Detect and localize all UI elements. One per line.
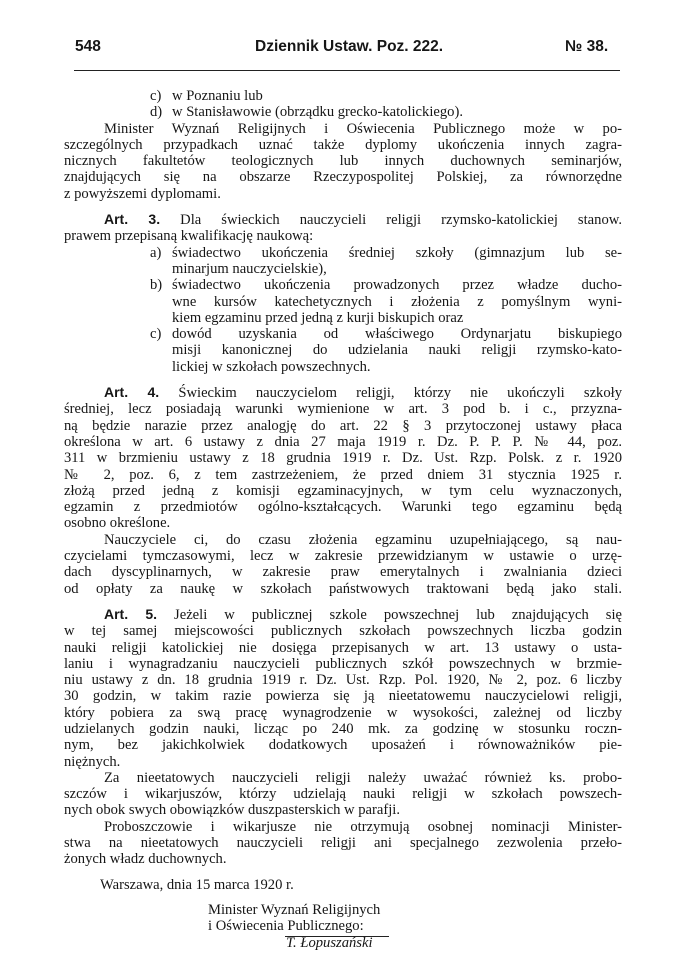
footer-rule bbox=[285, 936, 389, 937]
article-label: Art. 3. bbox=[104, 211, 161, 228]
list-item: b) świadectwo ukończenia prowadzonych przez władze ducho- bbox=[150, 277, 622, 294]
list-item: c) w Poznaniu lub bbox=[150, 88, 263, 104]
article-label: Art. 4. bbox=[104, 384, 160, 401]
signature-block bbox=[64, 877, 622, 951]
signatory-name: T. Łopuszański bbox=[286, 934, 373, 951]
signatory-title: i Oświecenia Publicznego: bbox=[208, 918, 364, 935]
page-number: 548 bbox=[75, 38, 101, 55]
list-item: d) w Stanisławowie (obrządku grecko-katolickiego). bbox=[150, 104, 463, 121]
page-header bbox=[0, 38, 681, 62]
article-5: Art. 5. Jeżeli w publicznej szkole powszechnej lub znajdujących się w tej samej miejscowości publicznych szkołach powszechnych liczba godzin nauki religji katolickiej nie dosięga przepisanych w art. 13 ustawy o usta- laniu i wynagradzaniu nauczycieli publicznych szkół powszechnych w brzmie- niu ustawy z dn. 18 grudnia 1919 r. Dz. Ust. Rzp. Pol. 1920, № 2, poz. 6 liczby 30 godzin, w takim razie powierza się ją nieetatowemu nauczycielowi religji, który pobiera za swą pracę wynagrodzenie w wysokości, zależnej od liczby udzielanych godzin nauki, licząc po 240 mk. za godzinę w stosunku roczn- nym, bez jakichkolwiek dodatkowych uposażeń i równoważników pie- niężnych. Za nieetatowych nauczycieli religji należy uważać również ks. probo- szczów i wikarjuszów, którzy udzielają nauki religji w szkołach powszech- nych obok swych obowiązków duszpasterskich w parafji. Proboszczowie i wikarjusze nie otrzymują osobnej nominacji Minister- stwa na nieetatowych nauczycieli religji ani specjalnego zezwolenia przeło- żonych władz duchownych. bbox=[64, 605, 623, 868]
document-body bbox=[64, 88, 622, 951]
qualification-list: a) świadectwo ukończenia średniej szkoły (gimnazjum lub se- minarjum nauczycielskie), b) świadectwo ukończenia prowadzonych przez władze ducho- wne kursów katechetycznych i złożenia z pomyślnym wyni- kiem egzaminu przed jedną z kurji biskupich oraz c) dowód uzyskania od właściwego Ordynarjatu biskupiego misji kanonicznej do udzielania nauki religji rzymsko-kato- lickiej w szkołach powszechnych. bbox=[64, 245, 622, 375]
issue-number: № 38. bbox=[565, 38, 609, 55]
article-label: Art. 5. bbox=[104, 605, 158, 622]
list-item: a) świadectwo ukończenia średniej szkoły (gimnazjum lub se- bbox=[150, 244, 622, 261]
signatory-title: Minister Wyznań Religijnych bbox=[208, 901, 381, 918]
header-rule bbox=[74, 70, 620, 71]
article-4: Art. 4. Świeckim nauczycielom religji, którzy nie ukończyli szkoły średniej, lecz posiadają warunki wymienione w art. 3 pod b. i c., przyzna- ną będzie narazie przez analogję do art. 22 § 3 przytoczonej ustawy płaca określona w art. 6 ustawy z dnia 27 maja 1919 r. Dz. P. P. P. № 44, poz. 311 w brzmieniu ustawy z 18 grudnia 1919 r. Dz. Ust. Rzp. Polsk. z r. 1920 № 2, poz. 6, z tem zastrzeżeniem, że przed dniem 31 stycznia 1925 r. złożą przed jedną z komisji egzaminacyjnych, w tym celu wyznaczonych, egzamin z przedmiotów ogólno-kształcących. Warunki tego egzaminu będą osobno określone. Nauczyciele ci, do czasu złożenia egzaminu uzupełniającego, są nau- czycielami tymczasowymi, lecz w zakresie przewidzianym w ustawie o urzę- dach dyscyplinarnych, w zakresie praw emerytalnych i zwalniania dzieci od opłaty za naukę w szkołach państwowych traktowani będą jako stali. bbox=[64, 384, 622, 597]
journal-title: Dziennik Ustaw. Poz. 222. bbox=[255, 38, 444, 55]
list-item: c) dowód uzyskania od właściwego Ordynarjatu biskupiego bbox=[150, 326, 622, 343]
place-date: Warszawa, dnia 15 marca 1920 r. bbox=[100, 876, 294, 893]
article-3: Art. 3. Dla świeckich nauczycieli religji rzymsko-katolickiej stanow. prawem przepisaną kwalifikację naukową: a) świadectwo ukończenia średniej szkoły (gimnazjum lub se- minarjum nauczycielskie), b) świadectwo ukończenia prowadzonych przez władze ducho- wne kursów katechetycznych i złożenia z pomyślnym wyni- kiem egzaminu przed jedną z kurji biskupich oraz c) dowód uzyskania od właściwego Ordynarjatu biskupiego misji kanonicznej do udzielania nauki religji rzymsko-kato- lickiej w szkołach powszechnych. bbox=[64, 211, 622, 375]
minister-paragraph: Minister Wyznań Religijnych i Oświecenia Publicznego może w po- szczególnych przypadkach uznać także dyplomy ukończenia innych zagra- nicznych fakultetów teologicznych lub innych duchownych seminarjów, znajdujących się na obszarze Rzeczypospolitej Polskiej, za równorzędne z powyższemi dyplomami. bbox=[64, 120, 622, 202]
